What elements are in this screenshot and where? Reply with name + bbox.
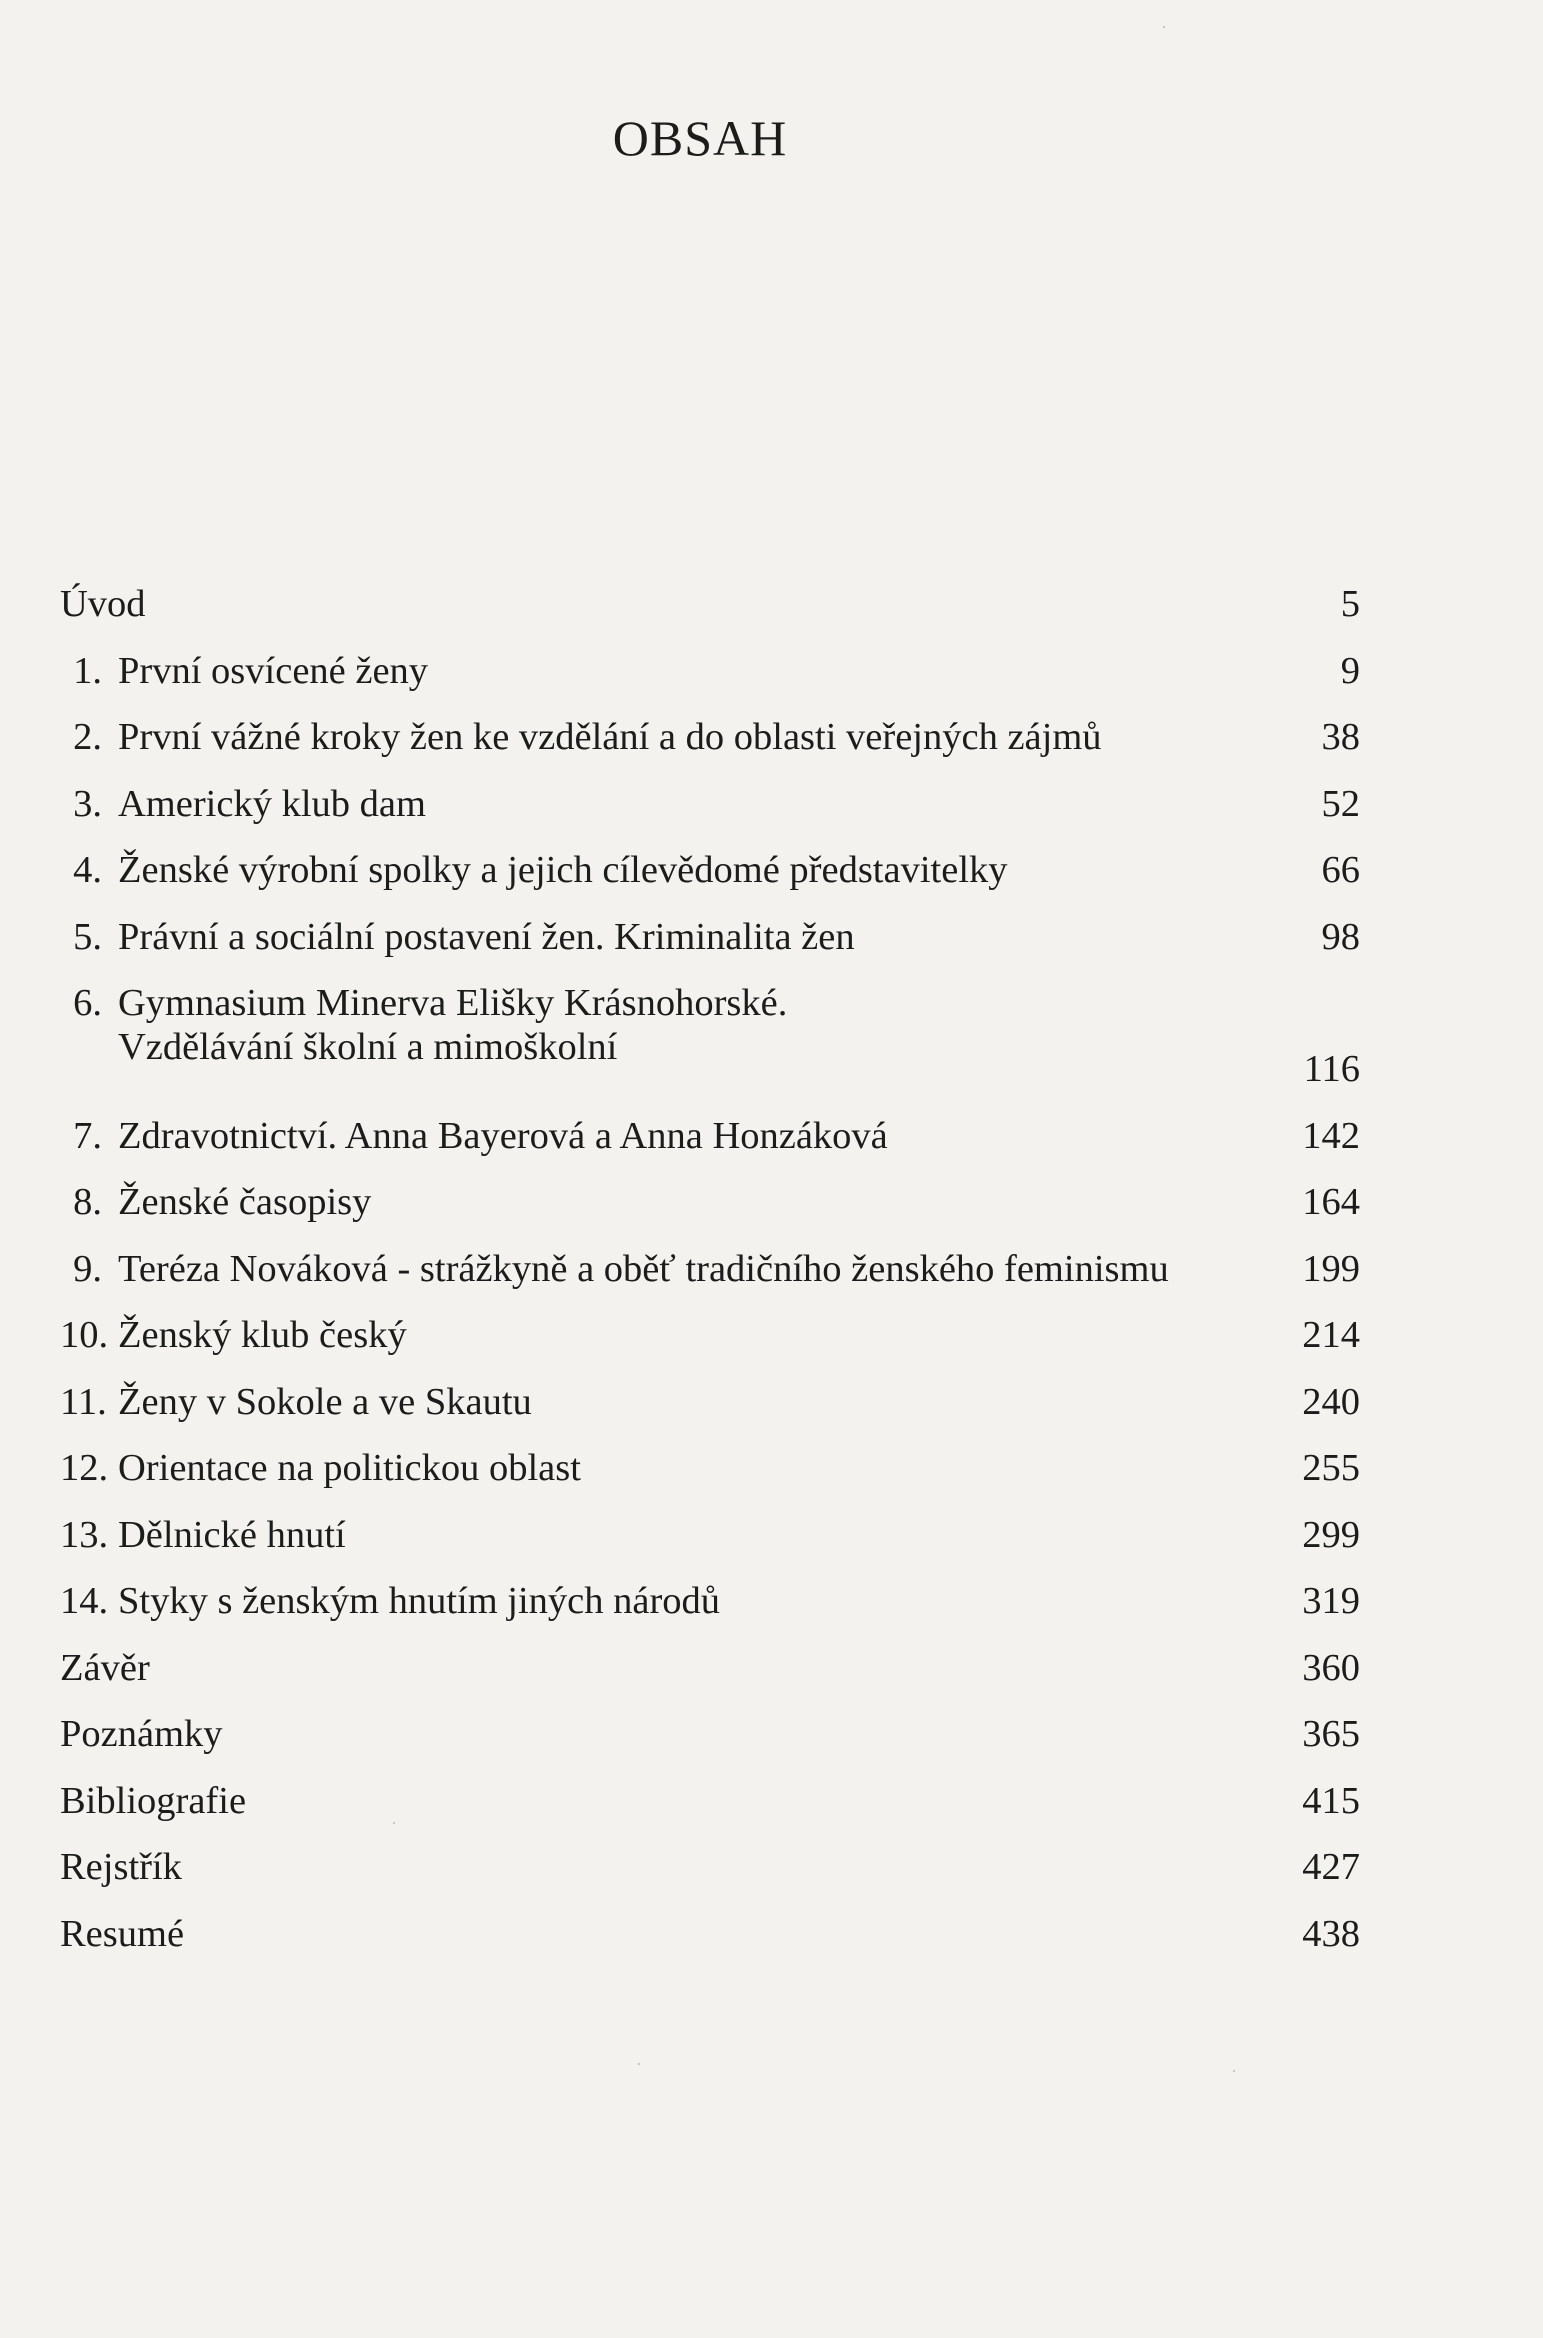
scan-speck: [1163, 26, 1165, 28]
toc-entry-chapter-3[interactable]: [60, 782, 1360, 826]
toc-entry-summary[interactable]: [60, 1912, 1360, 1956]
toc-entry-number: 4.: [73, 849, 102, 891]
toc-entry-page: 38: [1321, 716, 1360, 758]
toc-entry-number: 12.: [60, 1447, 109, 1489]
toc-entry-chapter-1[interactable]: [60, 649, 1360, 693]
toc-entry-number: 2.: [73, 716, 102, 758]
toc-entry-chapter-2[interactable]: [60, 715, 1360, 759]
toc-entry-label: [118, 981, 787, 1069]
toc-entry-label: První osvícené ženy: [118, 649, 429, 692]
toc-entry-conclusion[interactable]: [60, 1646, 1360, 1690]
toc-entry-page: 164: [1302, 1181, 1360, 1223]
toc-entry-number: 8.: [73, 1181, 102, 1223]
toc-entry-chapter-11[interactable]: [60, 1380, 1360, 1424]
toc-entry-page: 319: [1302, 1580, 1360, 1622]
toc-entry-page: 9: [1340, 649, 1360, 692]
toc-entry-page: 299: [1302, 1513, 1360, 1556]
toc-entry-chapter-14[interactable]: [60, 1579, 1360, 1623]
table-of-contents: [60, 582, 1360, 1978]
toc-entry-page: 438: [1302, 1912, 1360, 1955]
toc-entry-chapter-10[interactable]: [60, 1313, 1360, 1357]
toc-entry-label: Ženský klub český: [118, 1314, 407, 1356]
toc-entry-chapter-7[interactable]: [60, 1114, 1360, 1158]
toc-entry-bibliography[interactable]: [60, 1779, 1360, 1823]
toc-entry-page: 240: [1302, 1380, 1360, 1423]
toc-entry-number: 9.: [73, 1247, 102, 1290]
toc-entry-label: Teréza Nováková - strážkyně a oběť tradičního ženského feminismu: [118, 1247, 1169, 1290]
toc-entry-page: 142: [1302, 1114, 1360, 1157]
page-title: OBSAH: [612, 110, 788, 166]
toc-entry-page: 66: [1321, 849, 1360, 891]
toc-entry-label: Zdravotnictví. Anna Bayerová a Anna Honzáková: [118, 1114, 888, 1157]
toc-entry-page: 116: [1303, 1048, 1360, 1090]
toc-entry-page: 98: [1321, 915, 1360, 958]
toc-entry-number: 6.: [73, 982, 102, 1024]
toc-entry-label: Americký klub dam: [118, 782, 426, 825]
toc-entry-intro[interactable]: [60, 582, 1360, 626]
toc-entry-label: Styky s ženským hnutím jiných národů: [118, 1580, 721, 1622]
toc-entry-number: 11.: [60, 1380, 107, 1423]
toc-entry-page: 52: [1321, 782, 1360, 825]
toc-entry-number: 3.: [73, 782, 102, 825]
toc-entry-chapter-12[interactable]: [60, 1446, 1360, 1490]
scan-speck: [1233, 2070, 1235, 2072]
toc-entry-page: 360: [1302, 1646, 1360, 1689]
toc-entry-page: 5: [1340, 583, 1360, 625]
toc-entry-chapter-8[interactable]: [60, 1180, 1360, 1224]
toc-entry-page: 255: [1302, 1447, 1360, 1489]
toc-entry-number: 7.: [73, 1114, 102, 1157]
toc-entry-label: Závěr: [60, 1646, 150, 1689]
toc-entry-page: 427: [1302, 1846, 1360, 1888]
toc-entry-number: 5.: [73, 915, 102, 958]
toc-entry-label: Právní a sociální postavení žen. Kriminalita žen: [118, 915, 855, 958]
toc-entry-label: Ženské výrobní spolky a jejich cílevědomé představitelky: [118, 849, 1008, 891]
toc-entry-number: 13.: [60, 1513, 109, 1556]
toc-entry-page: 365: [1302, 1713, 1360, 1755]
toc-entry-index[interactable]: [60, 1845, 1360, 1889]
scan-speck: [638, 2063, 640, 2065]
toc-entry-page: 214: [1302, 1314, 1360, 1356]
toc-entry-page: 415: [1302, 1779, 1360, 1822]
toc-entry-label: Resumé: [60, 1912, 185, 1955]
toc-entry-label: Poznámky: [60, 1713, 223, 1755]
toc-entry-chapter-5[interactable]: [60, 915, 1360, 959]
toc-entry-label: Orientace na politickou oblast: [118, 1447, 581, 1489]
toc-entry-number: 10.: [60, 1314, 109, 1356]
toc-entry-label: Úvod: [60, 583, 146, 625]
toc-entry-number: 14.: [60, 1580, 109, 1622]
toc-entry-label-line-1: Gymnasium Minerva Elišky Krásnohorské.: [118, 982, 788, 1024]
toc-entry-chapter-6[interactable]: [60, 981, 1360, 1091]
toc-entry-label: Ženské časopisy: [118, 1181, 372, 1223]
toc-entry-chapter-4[interactable]: [60, 848, 1360, 892]
toc-entry-label: Dělnické hnutí: [118, 1513, 346, 1556]
toc-entry-label: Rejstřík: [60, 1846, 182, 1888]
toc-entry-label: První vážné kroky žen ke vzdělání a do oblasti veřejných zájmů: [118, 716, 1102, 758]
scan-speck: [393, 1822, 395, 1824]
toc-entry-page: 199: [1302, 1247, 1360, 1290]
toc-entry-label: Ženy v Sokole a ve Skautu: [118, 1380, 532, 1423]
toc-entry-chapter-9[interactable]: [60, 1247, 1360, 1291]
toc-entry-chapter-13[interactable]: [60, 1513, 1360, 1557]
toc-entry-notes[interactable]: [60, 1712, 1360, 1756]
toc-entry-number: 1.: [73, 649, 102, 692]
toc-entry-label: Bibliografie: [60, 1779, 247, 1822]
toc-entry-label-line-2: Vzdělávání školní a mimoškolní: [118, 1026, 618, 1068]
